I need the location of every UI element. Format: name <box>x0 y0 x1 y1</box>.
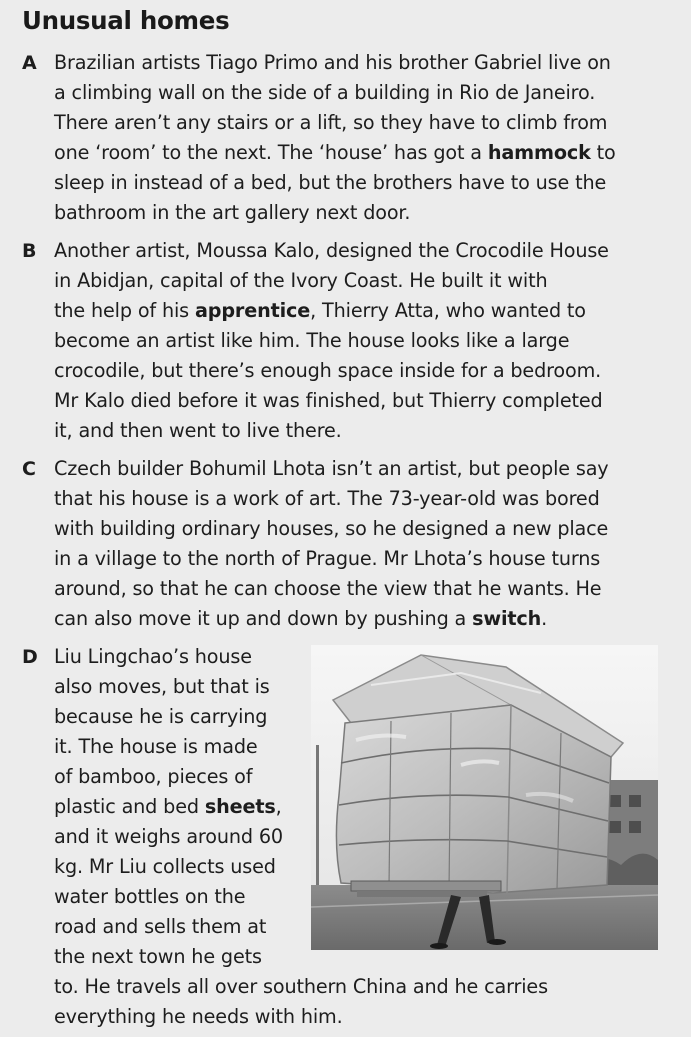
text-line <box>54 48 662 78</box>
line-text: around, so that he can choose the view that he wants. He <box>54 577 602 600</box>
text-line <box>54 484 662 514</box>
line-text: everything he needs with him. <box>54 1005 343 1028</box>
paragraph-body <box>54 48 662 228</box>
paragraph-c <box>22 454 662 634</box>
text-line <box>54 108 662 138</box>
line-text: water bottles on the <box>54 885 246 908</box>
line-text: sleep in instead of a bed, but the brothers have to use the <box>54 171 607 194</box>
line-text: road and sells them at <box>54 915 267 938</box>
bamboo-house-photo <box>311 645 658 950</box>
paragraph-b <box>22 236 662 446</box>
photo-illustration <box>311 645 658 950</box>
line-text: and it weighs around 60 <box>54 825 283 848</box>
text-line <box>54 386 662 416</box>
line-text: Czech builder Bohumil Lhota isn’t an artist, but people say <box>54 457 609 480</box>
text-line <box>54 78 662 108</box>
line-text: There aren’t any stairs or a lift, so they have to climb from <box>54 111 608 134</box>
line-text: Another artist, Moussa Kalo, designed the Crocodile House <box>54 239 609 262</box>
line-text: in Abidjan, capital of the Ivory Coast. He built it with <box>54 269 548 292</box>
vocabulary-word: sheets <box>204 795 276 818</box>
text-line <box>54 574 662 604</box>
line-text: because he is carrying <box>54 705 268 728</box>
line-text: with building ordinary houses, so he designed a new place <box>54 517 609 540</box>
text-line <box>54 198 662 228</box>
line-text: Mr Kalo died before it was finished, but Thierry completed <box>54 389 603 412</box>
paragraph-letter: C <box>22 458 36 480</box>
text-line <box>54 544 662 574</box>
text-line <box>54 266 662 296</box>
line-text: plastic and bed <box>54 795 205 818</box>
line-text: it. The house is made <box>54 735 258 758</box>
text-line <box>54 514 662 544</box>
line-text: become an artist like him. The house looks like a large <box>54 329 570 352</box>
line-text: of bamboo, pieces of <box>54 765 253 788</box>
line-text: one ‘room’ to the next. The ‘house’ has got a <box>54 141 488 164</box>
text-line <box>54 168 662 198</box>
paragraph-body <box>54 454 662 634</box>
line-text: kg. Mr Liu collects used <box>54 855 276 878</box>
line-text: Brazilian artists Tiago Primo and his brother Gabriel live on <box>54 51 611 74</box>
vocabulary-word: switch <box>472 607 542 630</box>
paragraph-letter: B <box>22 240 37 262</box>
line-text: bathroom in the art gallery next door. <box>54 201 411 224</box>
text-line <box>54 326 662 356</box>
line-text: it, and then went to live there. <box>54 419 342 442</box>
vocabulary-word: apprentice <box>194 299 311 322</box>
line-text: , <box>275 795 282 818</box>
text-line <box>54 604 662 634</box>
text-line <box>54 416 662 446</box>
paragraph-a <box>22 48 662 228</box>
text-line <box>54 972 662 1002</box>
line-text: to <box>590 141 616 164</box>
text-line <box>54 356 662 386</box>
text-line <box>54 236 662 266</box>
text-line <box>54 296 662 326</box>
line-text: in a village to the north of Prague. Mr Lhota’s house turns <box>54 547 601 570</box>
line-text: to. He travels all over southern China and he carries <box>54 975 548 998</box>
line-text: the help of his <box>54 299 195 322</box>
text-line <box>54 138 662 168</box>
text-line <box>54 1002 662 1032</box>
paragraph-letter: A <box>22 52 37 74</box>
line-text: crocodile, but there’s enough space inside for a bedroom. <box>54 359 602 382</box>
article-title: Unusual homes <box>22 6 230 35</box>
line-text: the next town he gets <box>54 945 262 968</box>
line-text: that his house is a work of art. The 73-year-old was bored <box>54 487 600 510</box>
vocabulary-word: hammock <box>487 141 591 164</box>
text-line <box>54 454 662 484</box>
line-text: , Thierry Atta, who wanted to <box>310 299 586 322</box>
line-text: can also move it up and down by pushing a <box>54 607 473 630</box>
line-text: Liu Lingchao’s house <box>54 645 252 668</box>
line-text: . <box>541 607 548 630</box>
paragraph-body <box>54 236 662 446</box>
line-text: a climbing wall on the side of a building in Rio de Janeiro. <box>54 81 596 104</box>
line-text: also moves, but that is <box>54 675 270 698</box>
paragraph-letter: D <box>22 646 38 668</box>
